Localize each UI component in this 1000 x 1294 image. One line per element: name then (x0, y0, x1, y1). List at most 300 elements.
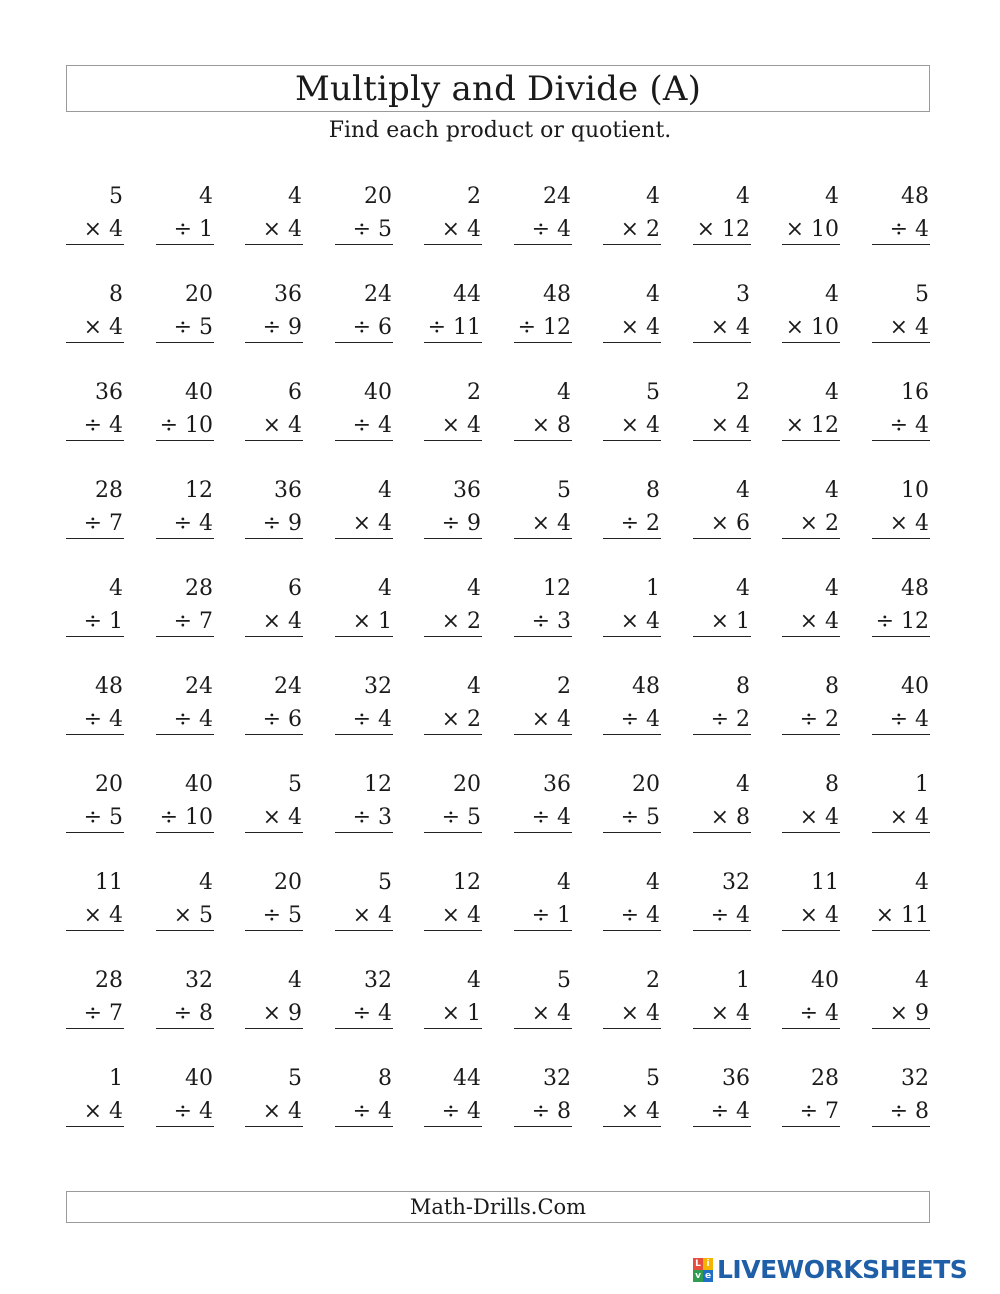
answer-line[interactable] (782, 832, 840, 833)
answer-line[interactable] (782, 734, 840, 735)
answer-line[interactable] (66, 440, 124, 441)
answer-line[interactable] (693, 440, 751, 441)
problem-operator-number: ÷ 8 (531, 1099, 571, 1124)
answer-line[interactable] (693, 1126, 751, 1127)
problem (424, 474, 482, 544)
problem-row (66, 278, 932, 348)
answer-line[interactable] (782, 440, 840, 441)
problem-operator-number: × 10 (785, 217, 839, 242)
problem-operator-number: ÷ 5 (352, 217, 392, 242)
problem-top-number: 20 (185, 282, 213, 307)
problem-operator-number: ÷ 6 (262, 707, 302, 732)
answer-line[interactable] (603, 636, 661, 637)
problem (603, 572, 661, 642)
answer-line[interactable] (245, 244, 303, 245)
answer-line[interactable] (693, 930, 751, 931)
answer-line[interactable] (245, 832, 303, 833)
answer-line[interactable] (693, 538, 751, 539)
answer-line[interactable] (603, 1028, 661, 1029)
problem-top-number: 4 (646, 870, 660, 895)
problem-operator-number: ÷ 5 (441, 805, 481, 830)
problem-operator-number: ÷ 1 (83, 609, 123, 634)
problem-top-number: 4 (915, 870, 929, 895)
problem-top-number: 4 (378, 576, 392, 601)
problem-top-number: 4 (646, 282, 660, 307)
problem-operator-number: × 12 (696, 217, 750, 242)
answer-line[interactable] (335, 832, 393, 833)
answer-line[interactable] (424, 244, 482, 245)
problem (693, 964, 751, 1034)
problem-operator-number: ÷ 7 (173, 609, 213, 634)
answer-line[interactable] (872, 538, 930, 539)
problem-operator-number: × 4 (799, 903, 839, 928)
problem-operator-number: ÷ 4 (173, 511, 213, 536)
problem-operator-number: × 2 (620, 217, 660, 242)
problem-top-number: 4 (825, 478, 839, 503)
problem (335, 1062, 393, 1132)
problem-operator-number: × 4 (262, 217, 302, 242)
answer-line[interactable] (872, 440, 930, 441)
problem-top-number: 5 (378, 870, 392, 895)
answer-line[interactable] (514, 930, 572, 931)
answer-line[interactable] (66, 342, 124, 343)
problem-operator-number: × 9 (262, 1001, 302, 1026)
answer-line[interactable] (335, 734, 393, 735)
problem-top-number: 40 (811, 968, 839, 993)
problem-top-number: 32 (543, 1066, 571, 1091)
problem (66, 670, 124, 740)
problem-top-number: 1 (109, 1066, 123, 1091)
problem-operator-number: × 4 (799, 609, 839, 634)
problem (66, 964, 124, 1034)
liveworksheets-wordmark: LIVEWORKSHEETS (717, 1255, 968, 1284)
problem (245, 572, 303, 642)
problem-operator-number: ÷ 9 (441, 511, 481, 536)
problem-top-number: 2 (736, 380, 750, 405)
problem (514, 474, 572, 544)
problem (603, 866, 661, 936)
problem-top-number: 8 (825, 772, 839, 797)
answer-line[interactable] (245, 1126, 303, 1127)
answer-line[interactable] (603, 832, 661, 833)
problem-operator-number: ÷ 7 (83, 511, 123, 536)
answer-line[interactable] (424, 538, 482, 539)
problem-top-number: 4 (467, 674, 481, 699)
problem-top-number: 36 (95, 380, 123, 405)
problem-top-number: 4 (557, 380, 571, 405)
problem-row (66, 866, 932, 936)
problem (335, 768, 393, 838)
problem-top-number: 40 (364, 380, 392, 405)
problem-top-number: 28 (95, 968, 123, 993)
answer-line[interactable] (693, 342, 751, 343)
answer-line[interactable] (156, 1028, 214, 1029)
answer-line[interactable] (66, 636, 124, 637)
problem-top-number: 5 (646, 1066, 660, 1091)
answer-line[interactable] (872, 1126, 930, 1127)
problem (782, 376, 840, 446)
problem (245, 180, 303, 250)
problem-top-number: 20 (364, 184, 392, 209)
answer-line[interactable] (782, 538, 840, 539)
problem-operator-number: ÷ 4 (83, 413, 123, 438)
problem (872, 278, 930, 348)
answer-line[interactable] (514, 342, 572, 343)
answer-line[interactable] (782, 244, 840, 245)
problem (335, 376, 393, 446)
problem (514, 376, 572, 446)
problem-top-number: 5 (557, 478, 571, 503)
problem-top-number: 12 (364, 772, 392, 797)
answer-line[interactable] (66, 1028, 124, 1029)
problem-top-number: 4 (736, 576, 750, 601)
problem (245, 278, 303, 348)
problem-operator-number: ÷ 4 (173, 1099, 213, 1124)
problem (603, 278, 661, 348)
answer-line[interactable] (424, 636, 482, 637)
answer-line[interactable] (424, 832, 482, 833)
problem-operator-number: × 4 (441, 217, 481, 242)
problem (424, 768, 482, 838)
answer-line[interactable] (872, 636, 930, 637)
problem-top-number: 44 (453, 282, 481, 307)
problem-operator-number: ÷ 5 (262, 903, 302, 928)
problem-operator-number: × 1 (441, 1001, 481, 1026)
problem-top-number: 36 (274, 282, 302, 307)
problem (66, 1062, 124, 1132)
problem (156, 180, 214, 250)
problem-operator-number: ÷ 4 (620, 707, 660, 732)
problem-top-number: 28 (811, 1066, 839, 1091)
answer-line[interactable] (693, 832, 751, 833)
problem (603, 180, 661, 250)
problem-top-number: 40 (185, 380, 213, 405)
problem-row (66, 572, 932, 642)
answer-line[interactable] (335, 1028, 393, 1029)
answer-line[interactable] (156, 538, 214, 539)
problem (603, 670, 661, 740)
problem-top-number: 48 (95, 674, 123, 699)
answer-line[interactable] (872, 342, 930, 343)
answer-line[interactable] (514, 734, 572, 735)
problem-operator-number: ÷ 2 (620, 511, 660, 536)
answer-line[interactable] (872, 1028, 930, 1029)
problem-top-number: 8 (109, 282, 123, 307)
answer-line[interactable] (156, 832, 214, 833)
answer-line[interactable] (335, 244, 393, 245)
liveworksheets-logo[interactable] (693, 1255, 967, 1285)
answer-line[interactable] (514, 1028, 572, 1029)
answer-line[interactable] (872, 244, 930, 245)
answer-line[interactable] (245, 538, 303, 539)
problem (872, 474, 930, 544)
answer-line[interactable] (424, 342, 482, 343)
answer-line[interactable] (693, 636, 751, 637)
problem-top-number: 20 (453, 772, 481, 797)
problem-operator-number: × 11 (875, 903, 929, 928)
problem-top-number: 24 (274, 674, 302, 699)
answer-line[interactable] (156, 930, 214, 931)
problem (245, 1062, 303, 1132)
answer-line[interactable] (66, 930, 124, 931)
problem (872, 964, 930, 1034)
problem-top-number: 44 (453, 1066, 481, 1091)
problem (424, 180, 482, 250)
problem (693, 474, 751, 544)
problem-operator-number: ÷ 4 (531, 217, 571, 242)
problem-top-number: 4 (288, 184, 302, 209)
answer-line[interactable] (335, 1126, 393, 1127)
answer-line[interactable] (156, 440, 214, 441)
answer-line[interactable] (156, 734, 214, 735)
problem-operator-number: ÷ 4 (352, 413, 392, 438)
problem-operator-number: ÷ 4 (799, 1001, 839, 1026)
footer-site: Math-Drills.Com (409, 1194, 587, 1219)
answer-line[interactable] (693, 1028, 751, 1029)
answer-line[interactable] (335, 930, 393, 931)
problem-row (66, 964, 932, 1034)
problem-operator-number: ÷ 12 (875, 609, 929, 634)
problem-operator-number: ÷ 1 (173, 217, 213, 242)
answer-line[interactable] (245, 734, 303, 735)
problem-top-number: 4 (646, 184, 660, 209)
answer-line[interactable] (156, 636, 214, 637)
problem-top-number: 36 (453, 478, 481, 503)
answer-line[interactable] (335, 538, 393, 539)
answer-line[interactable] (424, 734, 482, 735)
problem-top-number: 6 (288, 576, 302, 601)
problem (872, 1062, 930, 1132)
answer-line[interactable] (66, 538, 124, 539)
problem-operator-number: ÷ 4 (531, 805, 571, 830)
problem-operator-number: × 4 (620, 609, 660, 634)
problem (66, 474, 124, 544)
problem-operator-number: ÷ 4 (710, 1099, 750, 1124)
problem (156, 376, 214, 446)
problem-operator-number: × 4 (262, 609, 302, 634)
problem-top-number: 40 (901, 674, 929, 699)
problem-operator-number: ÷ 5 (83, 805, 123, 830)
answer-line[interactable] (782, 1126, 840, 1127)
problem-top-number: 2 (557, 674, 571, 699)
answer-line[interactable] (335, 440, 393, 441)
problem-top-number: 4 (825, 380, 839, 405)
problem-top-number: 1 (736, 968, 750, 993)
problem-operator-number: ÷ 4 (710, 903, 750, 928)
answer-line[interactable] (156, 244, 214, 245)
answer-line[interactable] (514, 244, 572, 245)
answer-line[interactable] (424, 1126, 482, 1127)
answer-line[interactable] (424, 930, 482, 931)
problem-top-number: 4 (736, 772, 750, 797)
instructions: Find each product or quotient. (328, 118, 672, 143)
answer-line[interactable] (603, 538, 661, 539)
problem (872, 376, 930, 446)
problem (66, 572, 124, 642)
answer-line[interactable] (872, 930, 930, 931)
answer-line[interactable] (245, 930, 303, 931)
problem-operator-number: ÷ 7 (83, 1001, 123, 1026)
problem-top-number: 36 (722, 1066, 750, 1091)
problem-operator-number: × 4 (262, 1099, 302, 1124)
problem-top-number: 36 (274, 478, 302, 503)
problem (693, 768, 751, 838)
problem-top-number: 48 (632, 674, 660, 699)
answer-line[interactable] (424, 1028, 482, 1029)
problem-operator-number: × 10 (785, 315, 839, 340)
problem-top-number: 5 (288, 1066, 302, 1091)
problem-operator-number: × 4 (620, 315, 660, 340)
problem (335, 278, 393, 348)
problem-top-number: 4 (199, 870, 213, 895)
problem (424, 278, 482, 348)
problem (514, 1062, 572, 1132)
problem (335, 866, 393, 936)
problem-top-number: 2 (467, 184, 481, 209)
answer-line[interactable] (66, 734, 124, 735)
problem (603, 376, 661, 446)
problem-operator-number: × 4 (889, 511, 929, 536)
problem-top-number: 20 (632, 772, 660, 797)
problem-row (66, 474, 932, 544)
problem-operator-number: ÷ 2 (799, 707, 839, 732)
answer-line[interactable] (782, 1028, 840, 1029)
problem-top-number: 20 (274, 870, 302, 895)
problem-top-number: 4 (288, 968, 302, 993)
answer-line[interactable] (335, 636, 393, 637)
problem-operator-number: ÷ 5 (173, 315, 213, 340)
problem (872, 866, 930, 936)
answer-line[interactable] (603, 1126, 661, 1127)
answer-line[interactable] (514, 636, 572, 637)
problem (66, 866, 124, 936)
answer-line[interactable] (245, 440, 303, 441)
problem-operator-number: × 6 (710, 511, 750, 536)
answer-line[interactable] (693, 244, 751, 245)
answer-line[interactable] (782, 342, 840, 343)
problem-operator-number: × 4 (710, 315, 750, 340)
answer-line[interactable] (514, 832, 572, 833)
problem (782, 1062, 840, 1132)
problem (603, 474, 661, 544)
problem (514, 278, 572, 348)
problem-top-number: 16 (901, 380, 929, 405)
problem-operator-number: ÷ 7 (799, 1099, 839, 1124)
problem-operator-number: ÷ 4 (889, 707, 929, 732)
problem-operator-number: × 4 (889, 315, 929, 340)
problem (782, 278, 840, 348)
problem (693, 572, 751, 642)
answer-line[interactable] (156, 1126, 214, 1127)
problem-top-number: 1 (646, 576, 660, 601)
problem-top-number: 4 (915, 968, 929, 993)
problem-top-number: 4 (109, 576, 123, 601)
answer-line[interactable] (603, 930, 661, 931)
answer-line[interactable] (603, 440, 661, 441)
problem (245, 866, 303, 936)
problem-operator-number: ÷ 10 (159, 413, 213, 438)
problem-top-number: 32 (364, 674, 392, 699)
answer-line[interactable] (693, 734, 751, 735)
problem-operator-number: ÷ 8 (889, 1099, 929, 1124)
problem-top-number: 4 (736, 478, 750, 503)
problem-operator-number: × 4 (83, 315, 123, 340)
answer-line[interactable] (335, 342, 393, 343)
answer-line[interactable] (872, 734, 930, 735)
answer-line[interactable] (603, 734, 661, 735)
problem-top-number: 32 (722, 870, 750, 895)
problem-operator-number: × 4 (620, 1099, 660, 1124)
answer-line[interactable] (514, 538, 572, 539)
answer-line[interactable] (245, 342, 303, 343)
answer-line[interactable] (514, 440, 572, 441)
problem-operator-number: ÷ 6 (352, 315, 392, 340)
answer-line[interactable] (156, 342, 214, 343)
problem-operator-number: × 4 (620, 1001, 660, 1026)
problem-top-number: 4 (199, 184, 213, 209)
problem-operator-number: ÷ 4 (620, 903, 660, 928)
answer-line[interactable] (245, 1028, 303, 1029)
problem (514, 180, 572, 250)
problem-top-number: 48 (901, 184, 929, 209)
answer-line[interactable] (603, 342, 661, 343)
problem (693, 1062, 751, 1132)
problem-row (66, 180, 932, 250)
answer-line[interactable] (782, 930, 840, 931)
answer-line[interactable] (514, 1126, 572, 1127)
problem-top-number: 48 (543, 282, 571, 307)
problem-operator-number: × 4 (83, 217, 123, 242)
problem-top-number: 48 (901, 576, 929, 601)
problem-operator-number: ÷ 4 (173, 707, 213, 732)
liveworksheets-icon (693, 1258, 713, 1282)
problem (782, 572, 840, 642)
answer-line[interactable] (66, 244, 124, 245)
logo-tile: v (693, 1270, 703, 1282)
problem (424, 964, 482, 1034)
answer-line[interactable] (66, 1126, 124, 1127)
problem (603, 964, 661, 1034)
answer-line[interactable] (782, 636, 840, 637)
answer-line[interactable] (603, 244, 661, 245)
problem-operator-number: ÷ 9 (262, 511, 302, 536)
problem (782, 670, 840, 740)
problem-top-number: 11 (811, 870, 839, 895)
answer-line[interactable] (66, 832, 124, 833)
problem-top-number: 2 (646, 968, 660, 993)
problem-top-number: 24 (364, 282, 392, 307)
problem-operator-number: × 2 (441, 609, 481, 634)
problem (693, 180, 751, 250)
problem (245, 376, 303, 446)
problem-top-number: 3 (736, 282, 750, 307)
title-box (66, 65, 930, 112)
problem-top-number: 24 (543, 184, 571, 209)
problem-operator-number: ÷ 4 (441, 1099, 481, 1124)
problem-operator-number: × 8 (710, 805, 750, 830)
answer-line[interactable] (424, 440, 482, 441)
answer-line[interactable] (245, 636, 303, 637)
problem (693, 278, 751, 348)
problem (424, 1062, 482, 1132)
answer-line[interactable] (872, 832, 930, 833)
problem (514, 768, 572, 838)
problem-operator-number: ÷ 4 (352, 707, 392, 732)
problem-top-number: 24 (185, 674, 213, 699)
problem-top-number: 4 (825, 184, 839, 209)
problem-operator-number: ÷ 8 (173, 1001, 213, 1026)
problem-row (66, 670, 932, 740)
